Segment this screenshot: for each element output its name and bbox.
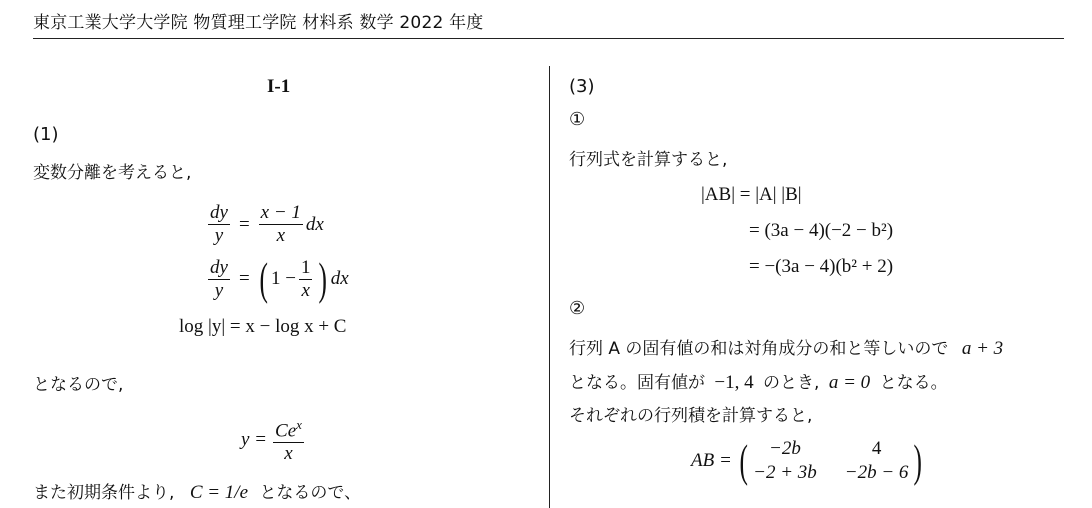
matrix-cell: −2b (769, 438, 801, 459)
eigen-text-2a: となる。固有値が (569, 373, 705, 393)
matrix-cell: 4 (871, 438, 882, 459)
denominator: x (284, 443, 293, 465)
part-2-marker: ② (569, 298, 586, 319)
eigen-line-2 (569, 368, 948, 394)
numerator: Ce$^x$ (275, 417, 302, 442)
one-minus: 1 − (270, 268, 296, 289)
denominator: y (214, 279, 224, 301)
matrix-cell: −2 + 3b (753, 462, 817, 483)
eigen-text-1: 行列 A の固有値の和は対角成分の和と等しいので (569, 339, 949, 359)
initial-tail: となるので、 (259, 483, 362, 503)
eigen-math-a: a = 0 (828, 372, 871, 393)
denominator: x (276, 225, 285, 246)
determinant-intro: 行列式を計算すると, (569, 150, 728, 170)
fraction (273, 414, 304, 465)
eigen-line-1 (569, 334, 1003, 360)
eigen-values: −1, 4 (714, 372, 754, 393)
equation-2: $\frac{dy}{y}$ = ( 1 − $\frac{1}{x}$ ) dx (210, 253, 349, 304)
part-1-marker: ① (569, 109, 586, 130)
equation-1: $\frac{dy}{y}$ = $\frac{x - 1}{x}$ dx (210, 202, 324, 246)
fraction (259, 202, 303, 247)
initial-math: C = 1/e (189, 482, 249, 503)
numerator: dy (210, 256, 228, 278)
equation-4 (241, 414, 307, 465)
eigen-math-1: a + 3 (961, 338, 1004, 359)
denominator: x (301, 279, 310, 301)
equation-3: log |y| = x − log x + C (179, 316, 347, 337)
right-column (569, 0, 1092, 508)
section-3-label: (3) (569, 76, 595, 97)
fraction (299, 257, 313, 302)
left-column (33, 0, 538, 508)
differential: dx (330, 268, 349, 289)
column-divider (549, 66, 550, 508)
then-text: となるので, (33, 375, 124, 395)
matrix-product-intro: それぞれの行列積を計算すると, (569, 406, 813, 426)
document-header: 東京工業大学大学院 物質理工学院 材料系 数学 2022 年度 (33, 13, 484, 33)
denominator: y (214, 225, 224, 246)
problem-title: I-1 (267, 76, 291, 97)
separation-intro: 変数分離を考えると, (33, 163, 192, 183)
matrix-cell: −2b − 6 (844, 462, 909, 483)
numerator: 1 (300, 256, 311, 278)
matrix-lhs: AB = (691, 450, 732, 471)
eigen-text-2e: となる。 (879, 373, 948, 393)
differential: dx (305, 213, 324, 235)
matrix-ab (753, 438, 908, 484)
section-1-label: (1) (33, 124, 59, 145)
matrix-equation: AB = ( −2b 4 −2 + 3b −2b − 6 ) (691, 435, 923, 486)
numerator: dy (210, 202, 228, 223)
det-line-1: |AB| = |A| |B| (701, 184, 802, 205)
numerator: x − 1 (260, 202, 301, 223)
fraction (208, 202, 230, 247)
initial-condition-line (33, 478, 361, 504)
det-line-2: = (3a − 4)(−2 − b²) (749, 220, 894, 241)
initial-text: また初期条件より, (33, 483, 175, 503)
det-line-3: = −(3a − 4)(b² + 2) (749, 256, 894, 277)
fraction (208, 257, 230, 302)
lhs: y = (241, 428, 268, 450)
eigen-text-2c: のとき, (763, 373, 820, 393)
